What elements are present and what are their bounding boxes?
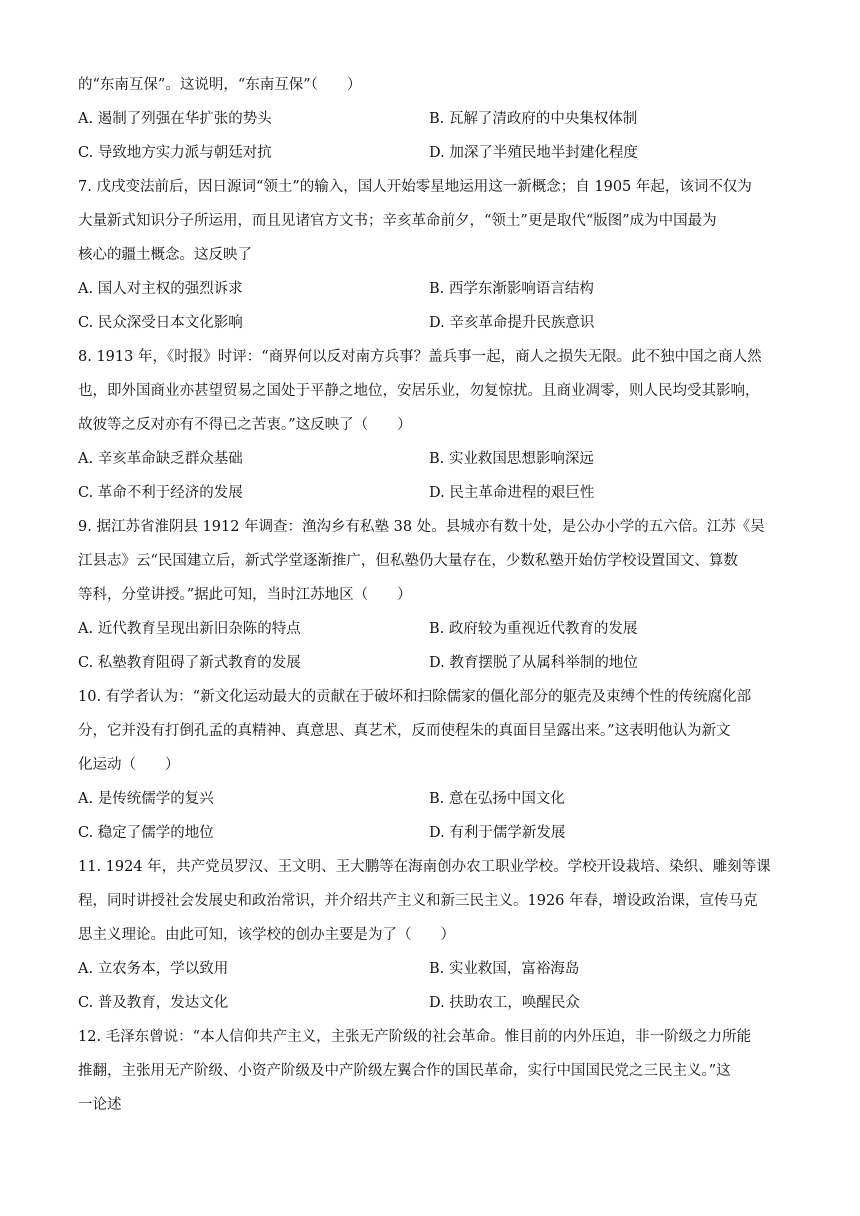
option-c: C. 革命不利于经济的发展 (78, 485, 243, 501)
question-stem-line: 程，同时讲授社会发展史和政治常识，并介绍共产主义和新三民主义。1926 年春，增设政治课，宣传马克 (78, 893, 758, 909)
option-c: C. 稳定了儒学的地位 (78, 825, 214, 841)
option-a: A. 辛亥革命缺乏群众基础 (78, 451, 243, 467)
option-d: D. 教育摆脱了从属科举制的地位 (429, 655, 638, 671)
question-stem-line: 等科，分堂讲授。”据此可知，当时江苏地区（ ） (78, 587, 412, 603)
option-c: C. 私塾教育阻碍了新式教育的发展 (78, 655, 301, 671)
option-b: B. 实业救国，富裕海岛 (429, 961, 580, 977)
question-9 (78, 510, 784, 680)
question-stem-line: 的“东南互保”。这说明，“东南互保”（ ） (78, 77, 362, 93)
option-b: B. 政府较为重视近代教育的发展 (429, 621, 638, 637)
question-8 (78, 340, 784, 510)
option-c: C. 民众深受日本文化影响 (78, 315, 243, 331)
option-a: A. 遏制了列强在华扩张的势头 (78, 111, 272, 127)
option-c: C. 普及教育，发达文化 (78, 995, 229, 1011)
question-stem-line: 大量新式知识分子所运用，而且见诸官方文书；辛亥革命前夕，“领土”更是取代“版图”成为中国最为 (78, 213, 717, 229)
question-10 (78, 680, 784, 850)
question-stem-line: 核心的疆土概念。这反映了 (78, 247, 252, 263)
question-stem-line: 分，它并没有打倒孔孟的真精神、真意思、真艺术，反而使程朱的真面目呈露出来。”这表明他认为新文 (78, 723, 731, 739)
option-a: A. 是传统儒学的复兴 (78, 791, 214, 807)
question-stem-line: 一论述 (78, 1097, 122, 1113)
question-stem-line: 故彼等之反对亦有不得已之苦衷。”这反映了（ ） (78, 417, 412, 433)
option-a: A. 立农务本，学以致用 (78, 961, 229, 977)
option-b: B. 瓦解了清政府的中央集权体制 (429, 111, 638, 127)
question-12 (78, 1020, 784, 1122)
question-stem-line: 思主义理论。由此可知，该学校的创办主要是为了（ ） (78, 927, 455, 943)
option-d: D. 扶助农工，唤醒民众 (429, 995, 580, 1011)
option-a: A. 国人对主权的强烈诉求 (78, 281, 243, 297)
question-stem-line: 11. 1924 年，共产党员罗汉、王文明、王大鹏等在海南创办农工职业学校。学校开设栽培、染织、雕刻等课 (78, 859, 771, 875)
question-6 (78, 68, 784, 170)
question-stem-line: 9. 据江苏省淮阴县 1912 年调查：渔沟乡有私塾 38 处。县城亦有数十处，是公办小学的五六倍。江苏《吴 (78, 519, 765, 535)
question-stem-line: 江县志》云“民国建立后，新式学堂逐渐推广，但私塾仍大量存在，少数私塾开始仿学校设置国文、算数 (78, 553, 738, 569)
exam-page (78, 68, 784, 1122)
question-stem-line: 也，即外国商业亦甚望贸易之国处于平静之地位，安居乐业，勿复惊扰。且商业凋零，则人民均受其影响， (78, 383, 760, 399)
option-d: D. 辛亥革命提升民族意识 (429, 315, 595, 331)
option-a: A. 近代教育呈现出新旧杂陈的特点 (78, 621, 301, 637)
option-b: B. 实业救国思想影响深远 (429, 451, 594, 467)
option-d: D. 民主革命进程的艰巨性 (429, 485, 595, 501)
option-c: C. 导致地方实力派与朝廷对抗 (78, 145, 272, 161)
question-stem-line: 推翻，主张用无产阶级、小资产阶级及中产阶级左翼合作的国民革命，实行中国国民党之三民主义。”这 (78, 1063, 731, 1079)
question-11 (78, 850, 784, 1020)
question-stem-line: 10. 有学者认为：“新文化运动最大的贡献在于破坏和扫除儒家的僵化部分的躯壳及束缚个性的传统腐化部 (78, 689, 752, 705)
option-d: D. 加深了半殖民地半封建化程度 (429, 145, 638, 161)
option-b: B. 意在弘扬中国文化 (429, 791, 565, 807)
question-stem-line: 8. 1913 年，《时报》时评：“商界何以反对南方兵事？盖兵事一起，商人之损失无限。此不独中国之商人然 (78, 349, 762, 365)
question-stem-line: 化运动（ ） (78, 757, 180, 773)
option-d: D. 有利于儒学新发展 (429, 825, 566, 841)
question-stem-line: 7. 戊戌变法前后，因日源词“领土”的输入，国人开始零星地运用这一新概念；自 1905 年起，该词不仅为 (78, 179, 752, 195)
question-7 (78, 170, 784, 340)
option-b: B. 西学东渐影响语言结构 (429, 281, 594, 297)
question-stem-line: 12. 毛泽东曾说：“本人信仰共产主义，主张无产阶级的社会革命。惟目前的内外压迫，非一阶级之力所能 (78, 1029, 752, 1045)
